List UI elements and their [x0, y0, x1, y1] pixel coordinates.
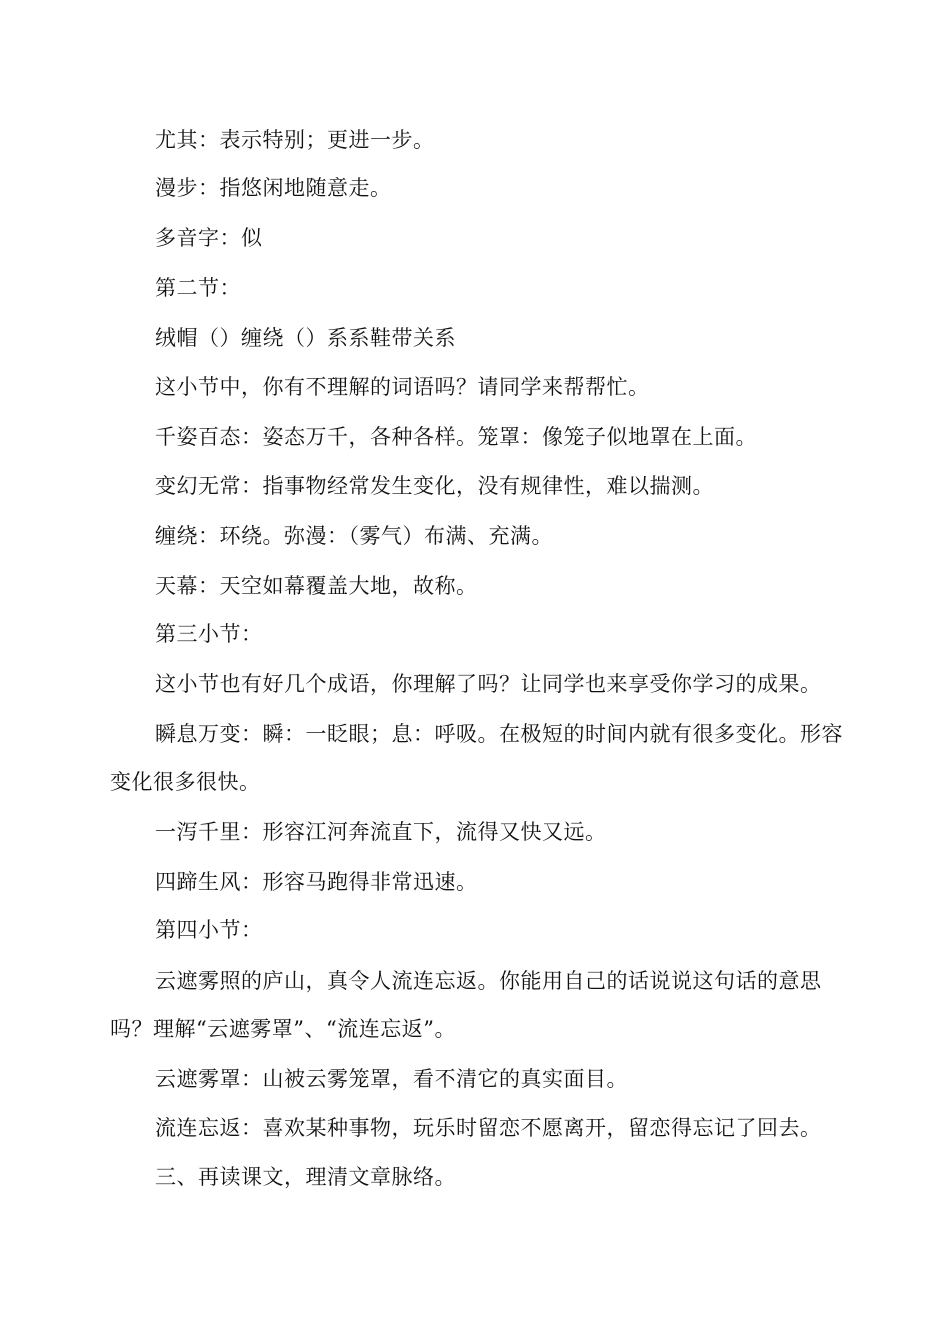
section-heading: 第三小节： [155, 622, 263, 646]
paragraph: 多音字：似 [155, 226, 263, 250]
paragraph: 天幕：天空如幕覆盖大地，故称。 [155, 574, 478, 598]
section-heading: 第二节： [155, 276, 241, 300]
paragraph: 这小节也有好几个成语，你理解了吗？让同学也来享受你学习的成果。 [155, 672, 822, 696]
paragraph: 变幻无常：指事物经常发生变化，没有规律性，难以揣测。 [155, 474, 714, 498]
section-heading: 第四小节： [155, 918, 263, 942]
paragraph: 漫步：指悠闲地随意走。 [155, 176, 392, 200]
paragraph: 绒帽（）缠绕（）系系鞋带关系 [155, 326, 456, 350]
paragraph: 缠绕：环绕。弥漫：（雾气）布满、充满。 [155, 524, 553, 548]
paragraph: 一泻千里：形容江河奔流直下，流得又快又远。 [155, 820, 607, 844]
paragraph: 流连忘返：喜欢某种事物，玩乐时留恋不愿离开，留恋得忘记了回去。 [155, 1116, 822, 1140]
paragraph: 瞬息万变：瞬：一眨眼；息：呼吸。在极短的时间内就有很多变化。形容变化很多很快。 [110, 722, 843, 794]
paragraph: 尤其：表示特别；更进一步。 [155, 128, 435, 152]
paragraph: 这小节中，你有不理解的词语吗？请同学来帮帮忙。 [155, 375, 650, 399]
paragraph: 千姿百态：姿态万千，各种各样。笼罩：像笼子似地罩在上面。 [155, 425, 757, 449]
paragraph: 云遮雾照的庐山，真令人流连忘返。你能用自己的话说说这句话的意思吗？理解“云遮雾罩”、“流连忘返”。 [110, 969, 822, 1041]
paragraph: 四蹄生风：形容马跑得非常迅速。 [155, 870, 478, 894]
section-heading: 三、再读课文，理清文章脉络。 [155, 1165, 456, 1189]
paragraph: 云遮雾罩：山被云雾笼罩，看不清它的真实面目。 [155, 1067, 628, 1091]
